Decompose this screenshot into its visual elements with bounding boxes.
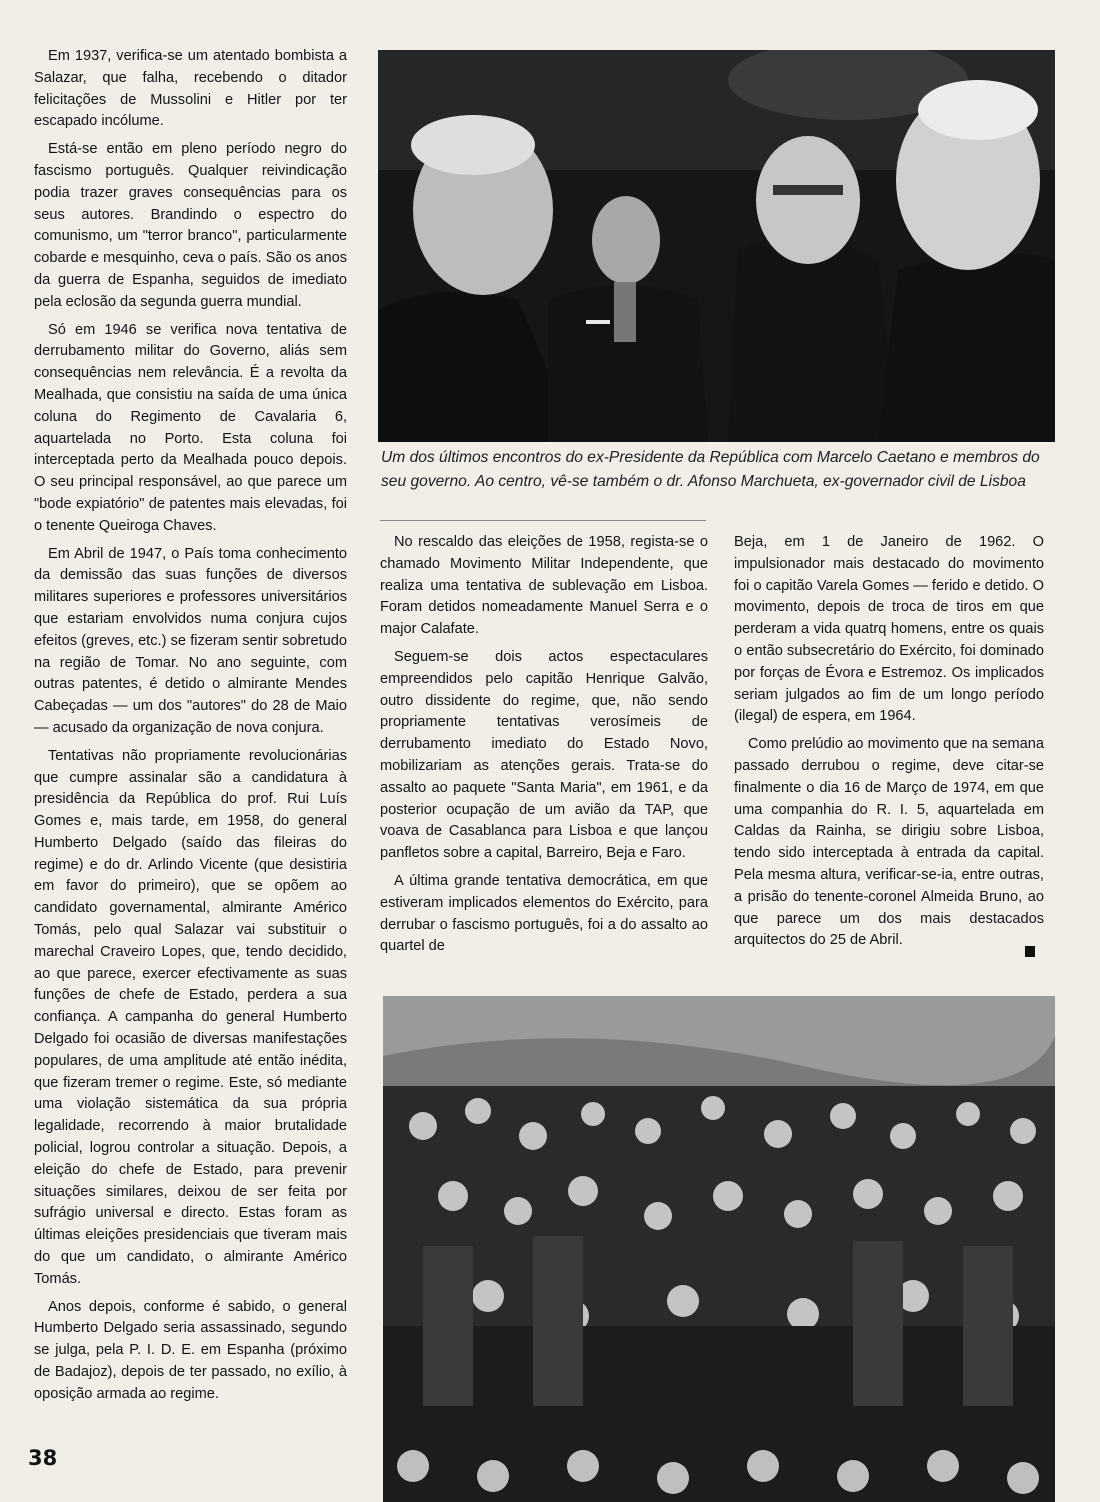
photo-caption: Um dos últimos encontros do ex-Presidente da República com Marcelo Caetano e membros do seu governo. Ao centro, vê-se também o dr. Afonso Marchueta, ex-governador civil de Lisboa bbox=[381, 449, 1040, 490]
paragraph: Só em 1946 se verifica nova tentativa de derrubamento militar do Governo, aliás sem consequências nem relevância. É a revolta da Mealhada, que consistiu na saída de uma única coluna do Regimento de Cavalaria 6, aquartelada no Porto. Esta coluna foi interceptada perto da Mealhada pouco depois. O seu principal responsável, ao que parece um "bode expiatório" de patentes mais elevadas, foi o tenente Queiroga Chaves. bbox=[34, 321, 347, 534]
left-text-column bbox=[34, 46, 347, 1412]
paragraph: Está-se então em pleno período negro do fascismo português. Qualquer reivindicação podia trazer graves consequências para os seus autores. Brandindo o espectro do comunismo, um "terror branco", particularmente cobarde e mesquinho, ceva o país. São os anos da guerra de Espanha, seguidos de imediato pela eclosão da segunda guerra mundial. bbox=[34, 141, 347, 310]
paragraph: Seguem-se dois actos espectaculares empreendidos pelo capitão Henrique Galvão, outro dissidente do regime, que, não sendo propriamente tentativas verosímeis de derrubamento imediato do Estado Novo, mobilizariam as atenções gerais. Trata-se do assalto ao paquete "Santa Maria", em 1961, e da posterior ocupação de um avião da TAP, que voava de Casablanca para Lisboa e que lançou panfletos sobre a capital, Barreiro, Beja e Faro. bbox=[380, 648, 708, 862]
paragraph: Em Abril de 1947, o País toma conhecimento da demissão das suas funções de diversos militares superiores e professores universitários que estariam envolvidos numa conjura cujos efeitos (greves, etc.) se fizeram sentir sobretudo na região de Tomar. No ano seguinte, com outras patentes, é detido o almirante Mendes Cabeçadas — um dos "autores" do 28 de Maio — acusado da organização de nova conjura. bbox=[34, 545, 347, 736]
paragraph: Beja, em 1 de Janeiro de 1962. O impulsionador mais destacado do movimento foi o capitão Varela Gomes — ferido e detido. O movimento, depois de troca de tiros em que perderam a vida quatrq homens, entre os quais o então subsecretário do Exército, foi dominado por forças de Évora e Estremoz. Os implicados seriam julgados ao fim de um longo período (ilegal) de espera, em 1964. bbox=[734, 534, 1044, 725]
paragraph: No rescaldo das eleições de 1958, regista-se o chamado Movimento Militar Independente, que realiza uma tentativa de sublevação em Lisboa. Foram detidos nomeadamente Manuel Serra e o major Calafate. bbox=[380, 534, 708, 638]
photo-meeting bbox=[378, 50, 1055, 442]
paragraph: Tentativas não propriamente revolucionárias que cumpre assinalar são a candidatura à presidência da República do prof. Rui Luís Gomes e, mais tarde, em 1958, do general Humberto Delgado (saído das fileiras do regime) e do dr. Arlindo Vicente (que desistiria em favor do primeiro), que se opõem ao candidato governamental, almirante Américo Tomás, pelo qual Salazar vai substituir o marechal Craveiro Lopes, que, tendo decidido, ao que parece, exercer efectivamente as suas funções de chefe de Estado, perdera a sua confiança. A campanha do general Humberto Delgado foi ocasião de diversas manifestações populares, de uma amplitude até então inédita, que fizeram tremer o regime. Este, só mediante uma violação sistemática da sua própria legalidade, recorrendo à maior brutalidade policial, logrou controlar a situação. Depois, a eleição do chefe de Estado, para prevenir situações similares, deixou de ser feita por sufrágio universal e directo. Estas foram as últimas eleições presidenciais que tiveram mais do que um candidato, o almirante Américo Tomás. bbox=[34, 747, 347, 1287]
right-text-column bbox=[734, 532, 1044, 958]
divider bbox=[380, 520, 706, 521]
paragraph: Em 1937, verifica-se um atentado bombista a Salazar, que falha, recebendo o ditador felicitações de Mussolini e Hitler por ter escapado incólume. bbox=[34, 48, 347, 130]
page-number: 38 bbox=[28, 1446, 58, 1470]
paragraph: A última grande tentativa democrática, em que estiveram implicados elementos do Exército, para derrubar o fascismo português, foi a do assalto ao quartel de bbox=[380, 872, 708, 955]
paragraph: Anos depois, conforme é sabido, o general Humberto Delgado seria assassinado, segundo se julga, pela P. I. D. E. em Espanha (próximo de Badajoz), depois de ter passado, no exílio, à oposição armada ao regime. bbox=[34, 1298, 347, 1402]
end-of-article-mark bbox=[1025, 946, 1035, 957]
photo-crowd bbox=[383, 996, 1055, 1502]
middle-text-column bbox=[380, 532, 708, 964]
paragraph: Como prelúdio ao movimento que na semana passado derrubou o regime, deve citar-se finalmente o dia 16 de Março de 1974, em que uma companhia do R. I. 5, aquartelada em Caldas da Rainha, se dirigiu sobre Lisboa, tendo sido interceptada à entrada da capital. Pela mesma altura, verificar-se-ia, entre outras, a prisão do tenente-coronel Almeida Bruno, ao que parece um dos mais destacados arquitectos do 25 de Abril. bbox=[734, 736, 1044, 949]
